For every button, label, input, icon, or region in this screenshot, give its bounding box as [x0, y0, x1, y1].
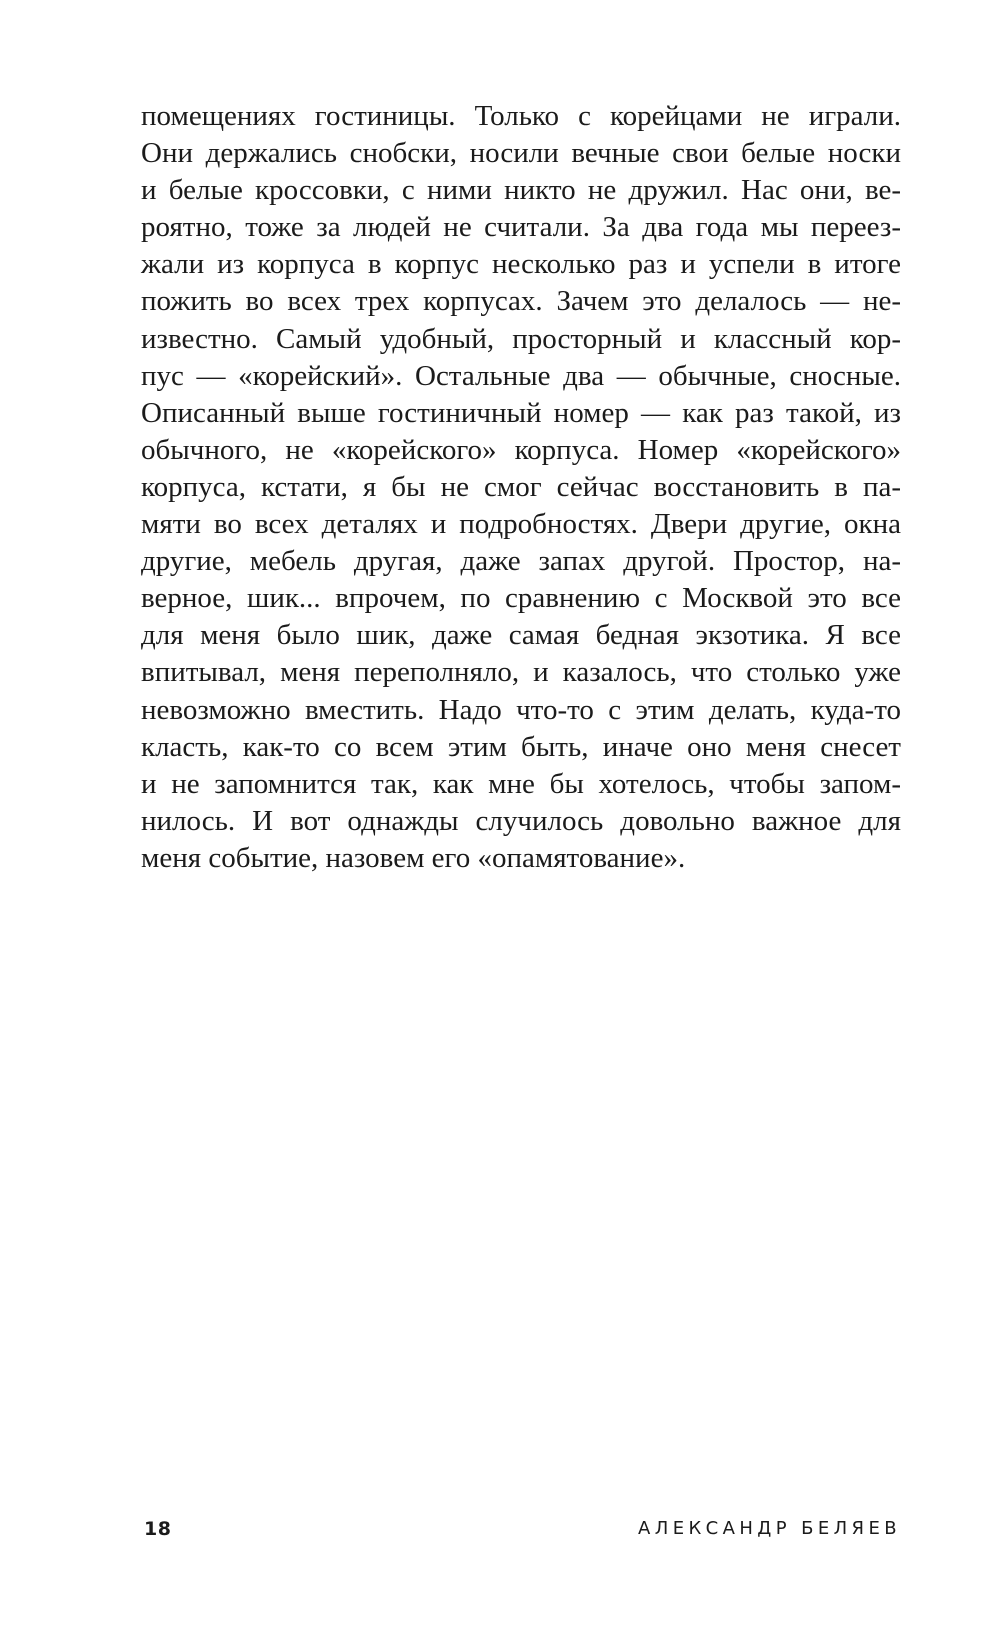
text-line: и не запомнится так, как мне бы хотелось, чтобы запом-	[141, 767, 901, 800]
text-line: жали из корпуса в корпус несколько раз и успели в итоге	[141, 248, 901, 281]
text-line: верное, шик... впрочем, по сравнению с Москвой это все	[141, 582, 901, 615]
text-line: и белые кроссовки, с ними никто не дружил. Нас они, ве-	[141, 174, 901, 207]
text-line: пожить во всех трех корпусах. Зачем это делалось — не-	[141, 285, 901, 318]
text-line: корпуса, кстати, я бы не смог сейчас восстановить в па-	[141, 470, 901, 503]
text-line: обычного, не «корейского» корпуса. Номер «корейского»	[141, 433, 901, 466]
text-line: другие, мебель другая, даже запах другой. Простор, на-	[141, 545, 901, 578]
text-line: невозможно вместить. Надо что-то с этим делать, куда-то	[141, 693, 901, 726]
text-line: помещениях гостиницы. Только с корейцами не играли.	[141, 100, 901, 132]
text-line: для меня было шик, даже самая бедная экзотика. Я все	[141, 619, 901, 652]
text-line: Описанный выше гостиничный номер — как раз такой, из	[141, 396, 901, 429]
text-line: впитывал, меня переполняло, и казалось, что столько уже	[141, 656, 901, 689]
text-line: Они держались снобски, носили вечные свои белые носки	[141, 137, 901, 170]
text-line: меня событие, назовем его «опамятование».	[141, 841, 686, 874]
body-text	[141, 98, 901, 877]
text-line: нилось. И вот однажды случилось довольно важное для	[141, 804, 901, 837]
text-line: класть, как-то со всем этим быть, иначе оно меня снесет	[141, 730, 901, 763]
text-line: роятно, тоже за людей не считали. За два года мы переез-	[141, 211, 901, 244]
text-line: пус — «корейский». Остальные два — обычные, сносные.	[141, 359, 901, 392]
text-line: известно. Самый удобный, просторный и классный кор-	[141, 322, 901, 355]
running-footer-author: АЛЕКСАНДР БЕЛЯЕВ	[638, 1518, 901, 1539]
page-number: 18	[144, 1518, 172, 1540]
text-line: мяти во всех деталях и подробностях. Двери другие, окна	[141, 508, 901, 541]
